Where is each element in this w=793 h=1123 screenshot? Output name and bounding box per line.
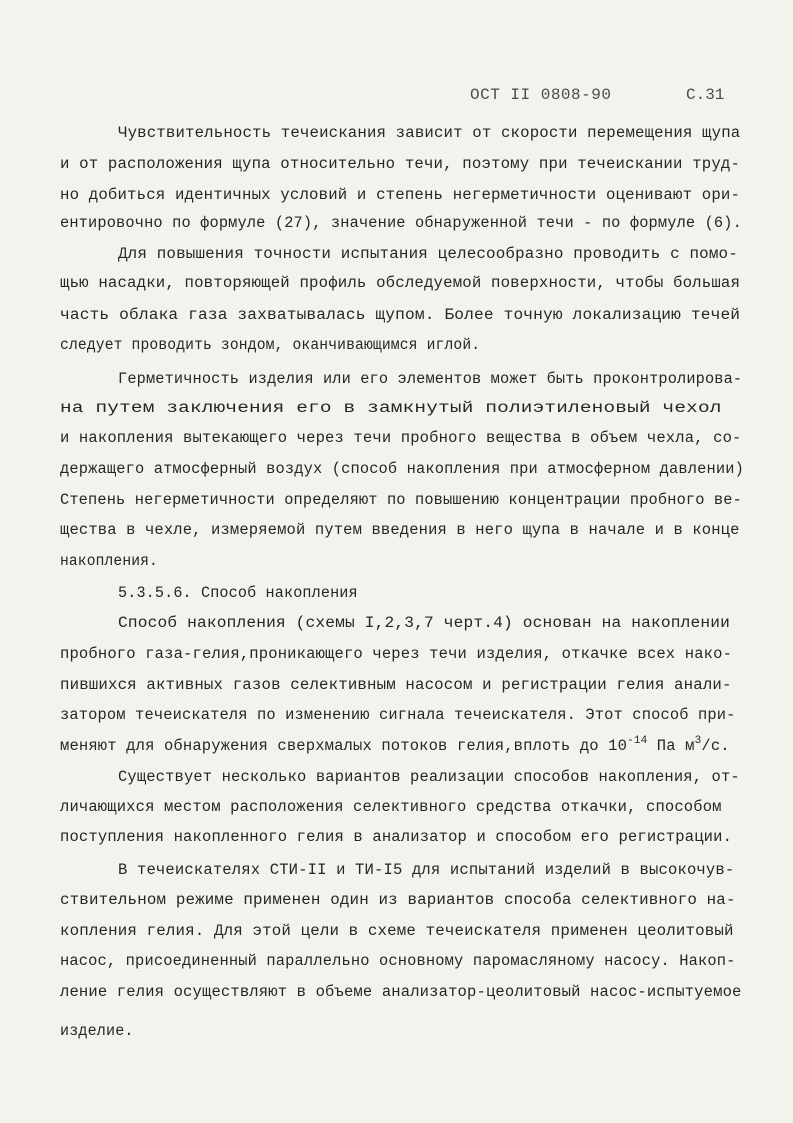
text-line: Для повышения точности испытания целесообразно проводить с помо- (118, 245, 738, 263)
text-line: Чувствительность течеискания зависит от скорости перемещения щупа (118, 124, 741, 142)
unit-suffix: /с. (701, 737, 730, 755)
text-line: В течеискателях СТИ-II и ТИ-I5 для испытаний изделий в высокочув- (118, 861, 735, 879)
page-number: С.31 (686, 86, 725, 104)
exponent: -14 (627, 735, 648, 747)
text-line: и от расположения щупа относительно течи, поэтому при течеискании труд- (60, 155, 741, 173)
text-line: ление гелия осуществляют в объеме анализатор-цеолитовый насос-испытуемое (60, 983, 742, 1001)
text-line: ствительном режиме применен один из вариантов способа селективного на- (60, 891, 736, 909)
standard-number: ОСТ II 0808-90 (470, 86, 612, 104)
formula-text: меняют для обнаружения сверхмалых потоков гелия,вплоть до 10 (60, 737, 628, 755)
text-line: щью насадки, повторяющей профиль обследуемой поверхности, чтобы большая (60, 274, 741, 292)
text-line: держащего атмосферный воздух (способ накопления при атмосферном давлении) (60, 460, 744, 478)
text-line: Герметичность изделия или его элементов может быть проконтролирова- (118, 370, 743, 388)
text-line: изделие. (60, 1022, 134, 1040)
text-line: Степень негерметичности определяют по повышению концентрации пробного ве- (60, 491, 742, 509)
text-line: но добиться идентичных условий и степень негерметичности оценивают ори- (60, 186, 741, 204)
text-line: Способ накопления (схемы I,2,3,7 черт.4) основан на накоплении (118, 614, 730, 632)
text-line: накопления. (60, 552, 158, 570)
text-line: следует проводить зондом, оканчивающимся иглой. (60, 336, 481, 354)
text-line: пившихся активных газов селективным насосом и регистрации гелия анали- (60, 676, 732, 694)
text-line: поступления накопленного гелия в анализатор и способом его регистрации. (60, 828, 733, 846)
text-line: часть облака газа захватывалась щупом. Более точную локализацию течей (60, 306, 741, 324)
text-line: Существует несколько вариантов реализации способов накопления, от- (118, 768, 740, 786)
text-line: пробного газа-гелия,проникающего через течи изделия, откачке всех нако- (60, 645, 733, 663)
text-line: на путем заключения его в замкнутый полиэтиленовый чехол (60, 399, 722, 417)
section-heading: 5.3.5.6. Способ накопления (118, 584, 358, 602)
text-line: ентировочно по формуле (27), значение обнаруженной течи - по формуле (6). (60, 214, 742, 232)
text-line: щества в чехле, измеряемой путем введения в него щупа в начале и в конце (60, 521, 740, 539)
text-line: личающихся местом расположения селективного средства откачки, способом (60, 798, 722, 816)
text-line: и накопления вытекающего через течи пробного вещества в объем чехла, со- (60, 429, 742, 447)
text-line: затором течеискателя по изменению сигнала течеискателя. Этот способ при- (60, 706, 736, 724)
text-line-formula (60, 737, 730, 755)
unit-exponent: 3 (694, 735, 702, 747)
text-line: насос, присоединенный параллельно основному паромасляному насосу. Накоп- (60, 952, 736, 970)
unit: Па м (647, 737, 695, 755)
text-line: копления гелия. Для этой цели в схеме течеискателя применен цеолитовый (60, 922, 734, 940)
